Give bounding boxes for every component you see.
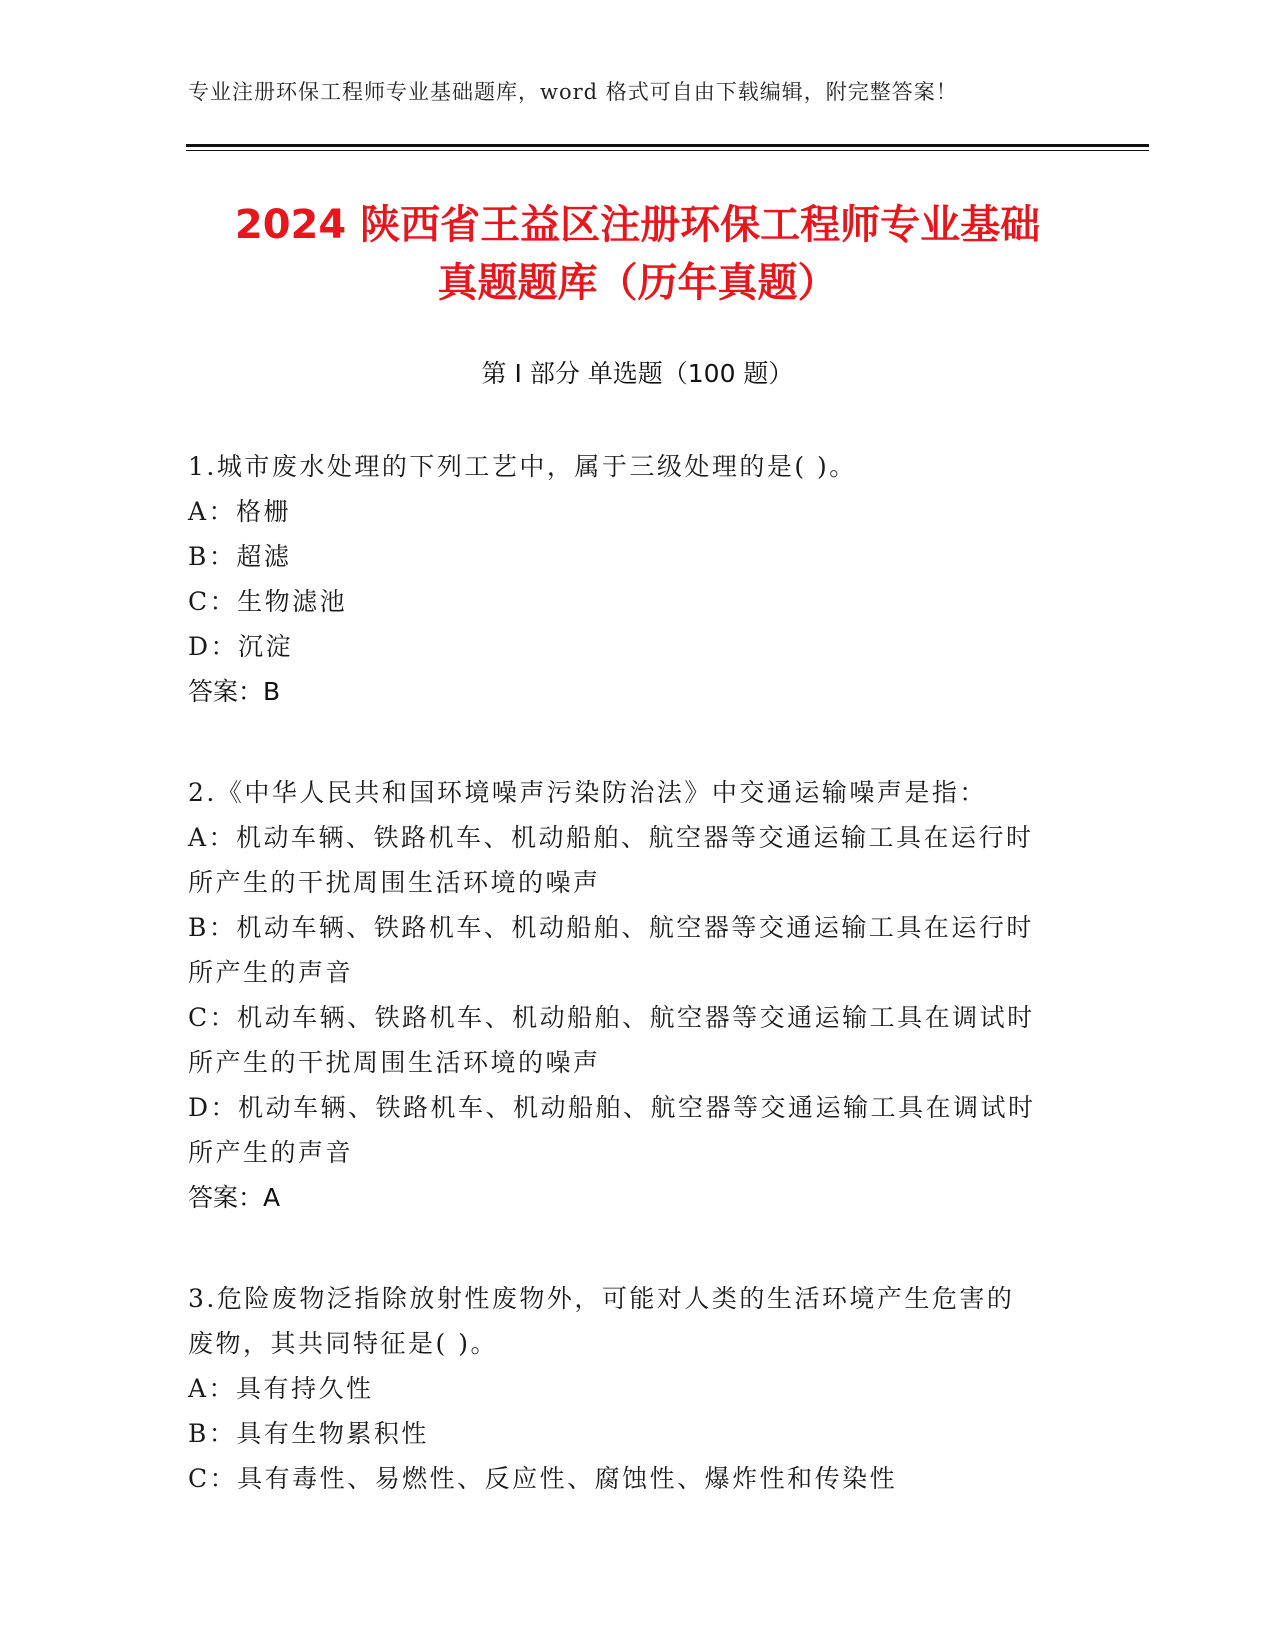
question-stem: 2.《中华人民共和国环境噪声污染防治法》中交通运输噪声是指： [188, 778, 987, 807]
option-b: B：超滤 [188, 542, 292, 571]
option-a-continued: 所产生的干扰周围生活环境的噪声 [188, 868, 601, 897]
option-d: D：机动车辆、铁路机车、机动船舶、航空器等交通运输工具在调试时 [188, 1093, 1036, 1122]
question-stem-continued: 废物，其共同特征是( )。 [188, 1329, 498, 1358]
option-c: C：机动车辆、铁路机车、机动船舶、航空器等交通运输工具在调试时 [188, 1003, 1035, 1032]
question-gap [188, 1220, 1088, 1276]
question-2 [188, 770, 1088, 1220]
header-divider-thin [186, 150, 1149, 151]
option-b-continued: 所产生的声音 [188, 958, 354, 987]
option-a: A：具有持久性 [188, 1374, 374, 1403]
option-d: D：沉淀 [188, 632, 294, 661]
question-stem: 3.危险废物泛指除放射性废物外，可能对人类的生活环境产生危害的 [188, 1284, 1015, 1313]
option-b: B：具有生物累积性 [188, 1419, 429, 1448]
question-gap [188, 714, 1088, 770]
header-divider-thick [186, 144, 1149, 147]
document-title-line-2: 真题题库（历年真题） [437, 260, 838, 306]
option-a: A：机动车辆、铁路机车、机动船舶、航空器等交通运输工具在运行时 [188, 823, 1034, 852]
answer: 答案：A [188, 1183, 281, 1212]
document-title-line-1: 2024 陕西省王益区注册环保工程师专业基础 [234, 202, 1041, 248]
option-b: B：机动车辆、铁路机车、机动船舶、航空器等交通运输工具在运行时 [188, 913, 1034, 942]
option-c-continued: 所产生的干扰周围生活环境的噪声 [188, 1048, 601, 1077]
question-list [188, 444, 1088, 1501]
question-3 [188, 1276, 1088, 1501]
answer: 答案：B [188, 677, 281, 706]
option-c: C：具有毒性、易燃性、反应性、腐蚀性、爆炸性和传染性 [188, 1464, 898, 1493]
question-1 [188, 444, 1088, 714]
document-title [150, 196, 1125, 312]
section-title: 第 I 部分 单选题（100 题） [481, 359, 794, 388]
option-d-continued: 所产生的声音 [188, 1138, 354, 1167]
option-a: A：格栅 [188, 497, 292, 526]
header-note: 专业注册环保工程师专业基础题库，word 格式可自由下载编辑，附完整答案！ [188, 80, 958, 104]
question-stem: 1.城市废水处理的下列工艺中，属于三级处理的是( )。 [188, 452, 857, 481]
option-c: C：生物滤池 [188, 587, 348, 616]
